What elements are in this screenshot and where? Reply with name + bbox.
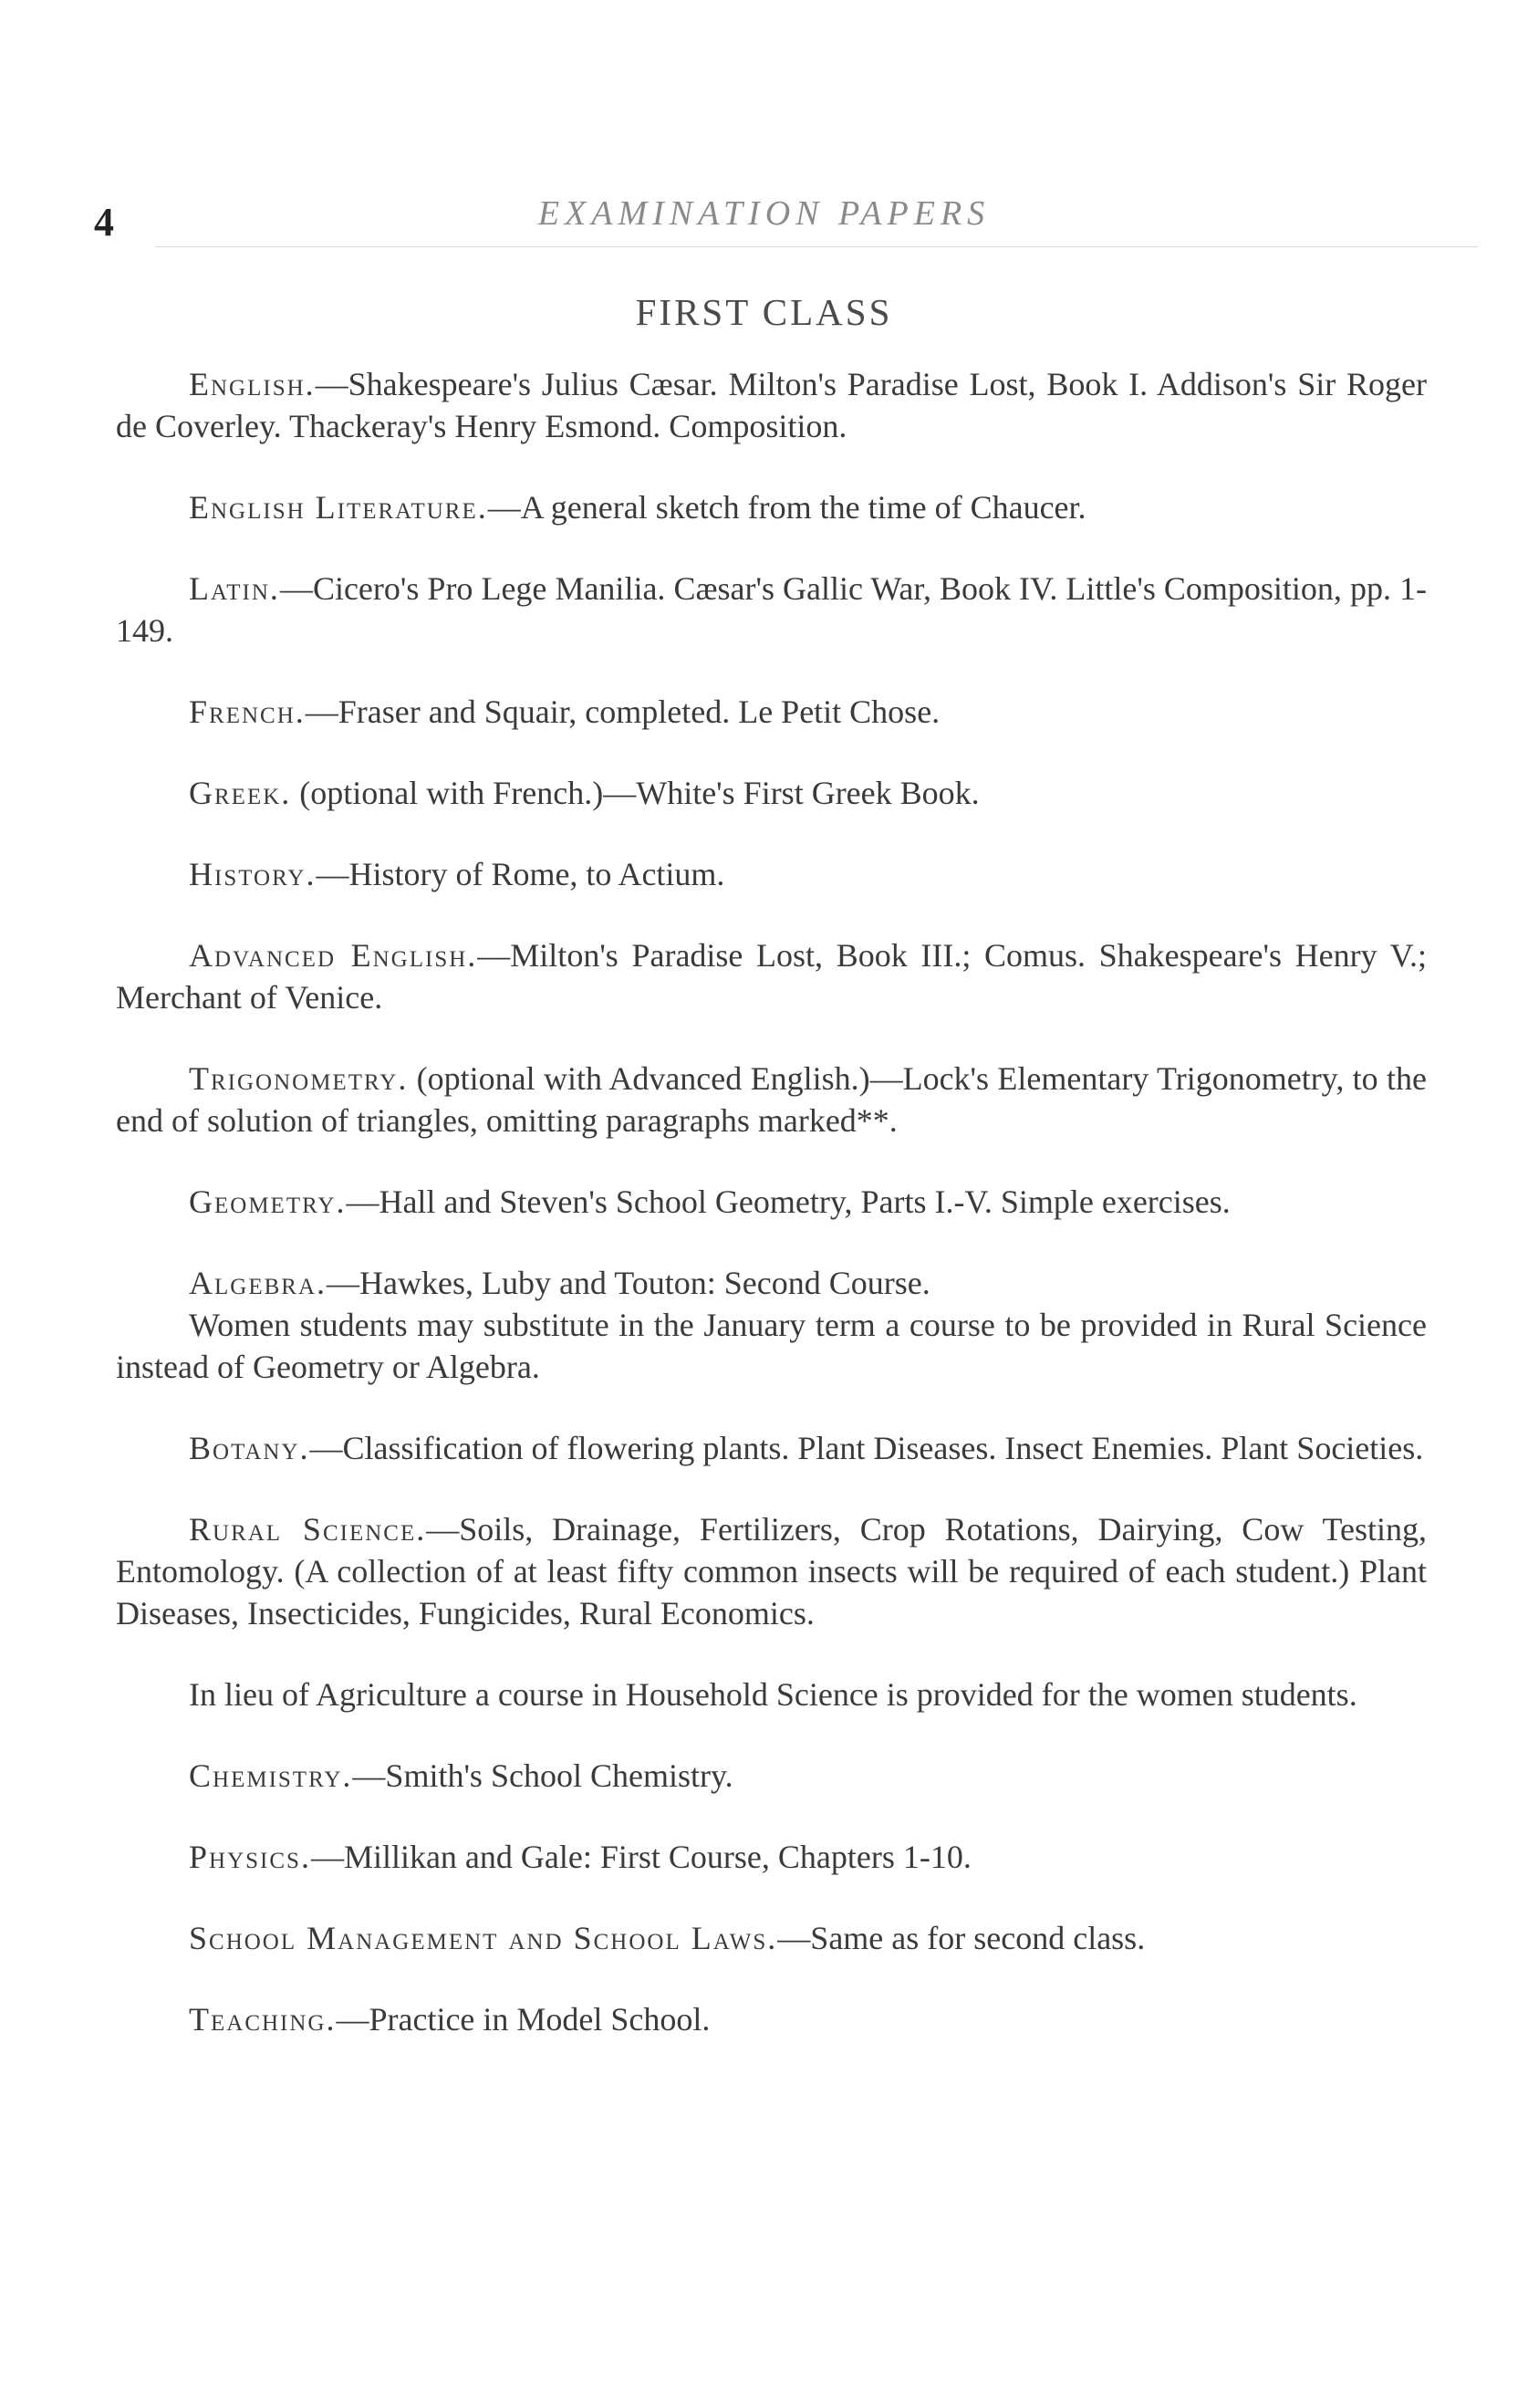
header-rule — [155, 246, 1478, 247]
page-number: 4 — [94, 200, 114, 245]
subject-label: Physics. — [189, 1839, 311, 1875]
entry-trigonometry — [116, 1058, 1427, 1141]
subject-label: Latin. — [189, 570, 280, 607]
entry-text: —Shakespeare's Julius Cæsar. Milton's Paradise Lost, Book I. Addison's Sir Roger de Coverley. Thackeray's Henry Esmond. Composition. — [116, 366, 1427, 444]
entry-text: —Soils, Drainage, Fertilizers, Crop Rotations, Dairying, Cow Testing, Entomology. (A collection of at least fifty common insects will be required of each student.) Plant Diseases, Insecticides, Fungicides, Rural Economics. — [116, 1511, 1428, 1631]
course-list — [116, 363, 1427, 2080]
entry-chemistry — [116, 1755, 1427, 1797]
entry-text: —History of Rome, to Actium. — [316, 856, 725, 892]
entry-text: —Cicero's Pro Lege Manilia. Cæsar's Gallic War, Book IV. Little's Composition, pp. 1-149. — [116, 570, 1427, 649]
entry-greek — [116, 772, 1427, 814]
subject-label: Chemistry. — [189, 1757, 353, 1794]
subject-label: Trigonometry. — [189, 1060, 409, 1097]
subject-label: English. — [189, 366, 316, 402]
entry-algebra — [116, 1262, 1427, 1304]
entry-teaching — [116, 1998, 1427, 2040]
entry-english — [116, 363, 1427, 447]
entry-text: —Fraser and Squair, completed. Le Petit Chose. — [305, 693, 941, 730]
subject-label: School Management and School Laws. — [189, 1920, 778, 1956]
entry-school-management — [116, 1917, 1427, 1959]
entry-text: —Smith's School Chemistry. — [352, 1757, 733, 1794]
entry-text: (optional with Advanced English.)—Lock's Elementary Trigonometry, to the end of solution of triangles, omitting paragraphs marked**. — [116, 1060, 1427, 1139]
subject-label: Rural Science. — [189, 1511, 427, 1548]
entry-geometry — [116, 1181, 1427, 1223]
entry-history — [116, 853, 1427, 895]
entry-text: In lieu of Agriculture a course in Household Science is provided for the women students. — [189, 1676, 1357, 1713]
subject-label: History. — [189, 856, 317, 892]
subject-label: English Literature. — [189, 489, 488, 526]
subject-label: Greek. — [189, 775, 292, 811]
entry-latin — [116, 568, 1427, 652]
entry-rural-science — [116, 1508, 1427, 1634]
subject-label: Advanced English. — [189, 937, 478, 974]
entry-text: —Practice in Model School. — [336, 2001, 711, 2038]
subject-label: Algebra. — [189, 1265, 327, 1301]
entry-botany — [116, 1427, 1427, 1469]
entry-english-literature — [116, 486, 1427, 528]
entry-women-students-note — [116, 1304, 1427, 1388]
entry-advanced-english — [116, 934, 1427, 1018]
entry-text: —Same as for second class. — [777, 1920, 1146, 1956]
entry-text: —Hall and Steven's School Geometry, Parts I.-V. Simple exercises. — [346, 1183, 1231, 1220]
section-heading: FIRST CLASS — [635, 291, 893, 333]
entry-household-science-note — [116, 1673, 1427, 1715]
subject-label: Botany. — [189, 1430, 310, 1466]
entry-text: —Classification of flowering plants. Plant Diseases. Insect Enemies. Plant Societies. — [309, 1430, 1424, 1466]
entry-text: Women students may substitute in the January term a course to be provided in Rural Science instead of Geometry or Algebra. — [116, 1307, 1427, 1385]
subject-label: Geometry. — [189, 1183, 347, 1220]
entry-french — [116, 691, 1427, 733]
entry-text: —A general sketch from the time of Chaucer. — [487, 489, 1086, 526]
subject-label: Teaching. — [189, 2001, 337, 2038]
entry-text: (optional with French.)—White's First Greek Book. — [291, 775, 980, 811]
entry-text: —Hawkes, Luby and Touton: Second Course. — [327, 1265, 930, 1301]
subject-label: French. — [189, 693, 306, 730]
running-head: EXAMINATION PAPERS — [537, 194, 991, 233]
entry-physics — [116, 1836, 1427, 1878]
entry-text: —Millikan and Gale: First Course, Chapters 1-10. — [310, 1839, 972, 1875]
entry-text: —Milton's Paradise Lost, Book III.; Comus. Shakespeare's Henry V.; Merchant of Venice. — [116, 937, 1427, 1016]
